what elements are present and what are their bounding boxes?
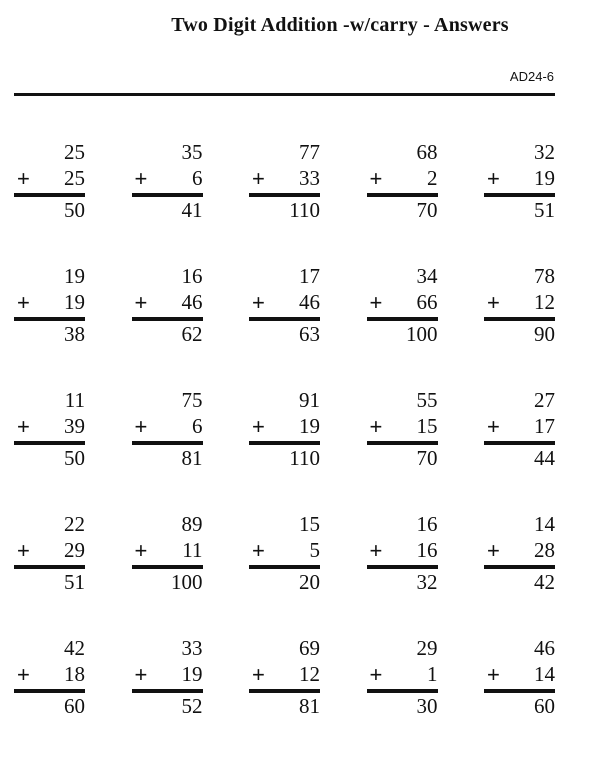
- bottom-addend: 17: [534, 414, 555, 438]
- operator-row: [132, 536, 203, 565]
- plus-sign: +: [369, 290, 383, 315]
- operator-row: [14, 164, 85, 193]
- top-addend: 22: [64, 512, 85, 536]
- addition-problem: [132, 138, 203, 228]
- bottom-addend: 28: [534, 538, 555, 562]
- top-addend: 14: [534, 512, 555, 536]
- bottom-addend: 12: [299, 662, 320, 686]
- addition-problem: [14, 138, 85, 228]
- plus-sign: +: [487, 166, 500, 191]
- plus-sign: +: [487, 662, 500, 687]
- plus-sign: +: [17, 414, 30, 439]
- operator-row: [249, 536, 320, 565]
- operator-row: [132, 660, 203, 689]
- sum-answer: 110: [289, 198, 320, 222]
- top-addend: 35: [181, 140, 203, 164]
- operator-row: [484, 412, 555, 441]
- top-addend: 75: [181, 388, 203, 412]
- bottom-addend: 6: [192, 414, 203, 438]
- bottom-addend: 19: [299, 414, 320, 438]
- top-addend: 19: [64, 264, 85, 288]
- top-addend: 17: [299, 264, 320, 288]
- operator-row: [14, 412, 85, 441]
- sum-answer: 51: [64, 570, 85, 594]
- addition-problem: [367, 138, 438, 228]
- addition-problem: [484, 510, 555, 600]
- plus-sign: +: [487, 290, 500, 315]
- addition-problem: [132, 510, 203, 600]
- bottom-addend: 25: [64, 166, 85, 190]
- header-divider: [14, 93, 555, 96]
- sum-answer: 44: [534, 446, 555, 470]
- top-addend: 15: [299, 512, 320, 536]
- sum-answer: 41: [181, 198, 203, 222]
- top-addend: 46: [534, 636, 555, 660]
- bottom-addend: 46: [299, 290, 320, 314]
- operator-row: [249, 412, 320, 441]
- operator-row: [484, 288, 555, 317]
- addition-problem: [14, 510, 85, 600]
- operator-row: [484, 536, 555, 565]
- addition-problem: [484, 262, 555, 352]
- sum-answer: 110: [289, 446, 320, 470]
- sum-answer: 100: [406, 322, 438, 346]
- plus-sign: +: [134, 538, 148, 563]
- addition-problem: [367, 634, 438, 724]
- addition-problem: [14, 386, 85, 476]
- operator-row: [132, 288, 203, 317]
- bottom-addend: 18: [64, 662, 85, 686]
- bottom-addend: 14: [534, 662, 555, 686]
- plus-sign: +: [134, 166, 148, 191]
- bottom-addend: 15: [416, 414, 438, 438]
- bottom-addend: 19: [64, 290, 85, 314]
- top-addend: 55: [416, 388, 438, 412]
- worksheet-code: AD24-6: [509, 69, 554, 84]
- addition-problem: [367, 510, 438, 600]
- operator-row: [14, 288, 85, 317]
- addition-problem: [249, 510, 320, 600]
- bottom-addend: 1: [427, 662, 438, 686]
- bottom-addend: 39: [64, 414, 85, 438]
- plus-sign: +: [369, 662, 383, 687]
- plus-sign: +: [252, 538, 265, 563]
- top-addend: 89: [181, 512, 203, 536]
- bottom-addend: 19: [181, 662, 203, 686]
- operator-row: [249, 164, 320, 193]
- sum-answer: 62: [181, 322, 203, 346]
- top-addend: 91: [299, 388, 320, 412]
- top-addend: 25: [64, 140, 85, 164]
- bottom-addend: 2: [427, 166, 438, 190]
- bottom-addend: 16: [416, 538, 438, 562]
- addition-problem: [14, 262, 85, 352]
- sum-answer: 32: [416, 570, 438, 594]
- operator-row: [367, 164, 438, 193]
- bottom-addend: 66: [416, 290, 438, 314]
- addition-problem: [249, 262, 320, 352]
- plus-sign: +: [17, 538, 30, 563]
- top-addend: 29: [416, 636, 438, 660]
- operator-row: [132, 164, 203, 193]
- sum-answer: 38: [64, 322, 85, 346]
- bottom-addend: 33: [299, 166, 320, 190]
- top-addend: 68: [416, 140, 438, 164]
- addition-problem: [484, 138, 555, 228]
- plus-sign: +: [17, 166, 30, 191]
- operator-row: [14, 536, 85, 565]
- bottom-addend: 11: [182, 538, 203, 562]
- top-addend: 11: [64, 388, 85, 412]
- sum-answer: 63: [299, 322, 320, 346]
- sum-answer: 81: [299, 694, 320, 718]
- plus-sign: +: [134, 290, 148, 315]
- top-addend: 42: [64, 636, 85, 660]
- addition-problem: [132, 262, 203, 352]
- sum-answer: 100: [171, 570, 203, 594]
- addition-problem: [14, 634, 85, 724]
- operator-row: [367, 412, 438, 441]
- sum-answer: 60: [64, 694, 85, 718]
- operator-row: [249, 288, 320, 317]
- bottom-addend: 19: [534, 166, 555, 190]
- top-addend: 27: [534, 388, 555, 412]
- bottom-addend: 6: [192, 166, 203, 190]
- top-addend: 78: [534, 264, 555, 288]
- addition-problem: [484, 634, 555, 724]
- operator-row: [367, 536, 438, 565]
- addition-problem: [249, 138, 320, 228]
- worksheet-title: Two Digit Addition -w/carry - Answers: [171, 14, 509, 36]
- operator-row: [367, 660, 438, 689]
- plus-sign: +: [134, 662, 148, 687]
- sum-answer: 30: [416, 694, 438, 718]
- plus-sign: +: [252, 166, 265, 191]
- addition-problem: [249, 634, 320, 724]
- operator-row: [367, 288, 438, 317]
- plus-sign: +: [252, 290, 265, 315]
- sum-answer: 42: [534, 570, 555, 594]
- addition-problem: [484, 386, 555, 476]
- operator-row: [484, 660, 555, 689]
- plus-sign: +: [17, 290, 30, 315]
- plus-sign: +: [252, 414, 265, 439]
- top-addend: 33: [181, 636, 203, 660]
- sum-answer: 50: [64, 198, 85, 222]
- plus-sign: +: [487, 538, 500, 563]
- operator-row: [484, 164, 555, 193]
- top-addend: 16: [416, 512, 438, 536]
- sum-answer: 90: [534, 322, 555, 346]
- bottom-addend: 12: [534, 290, 555, 314]
- top-addend: 69: [299, 636, 320, 660]
- addition-problem: [367, 262, 438, 352]
- top-addend: 32: [534, 140, 555, 164]
- sum-answer: 52: [181, 694, 203, 718]
- sum-answer: 51: [534, 198, 555, 222]
- sum-answer: 70: [416, 198, 438, 222]
- addition-problem: [132, 386, 203, 476]
- operator-row: [132, 412, 203, 441]
- plus-sign: +: [487, 414, 500, 439]
- plus-sign: +: [369, 414, 383, 439]
- plus-sign: +: [369, 166, 383, 191]
- bottom-addend: 46: [181, 290, 203, 314]
- plus-sign: +: [369, 538, 383, 563]
- plus-sign: +: [134, 414, 148, 439]
- bottom-addend: 29: [64, 538, 85, 562]
- sum-answer: 60: [534, 694, 555, 718]
- addition-problem: [249, 386, 320, 476]
- bottom-addend: 5: [309, 538, 320, 562]
- top-addend: 34: [416, 264, 438, 288]
- addition-problem: [367, 386, 438, 476]
- sum-answer: 20: [299, 570, 320, 594]
- sum-answer: 81: [181, 446, 203, 470]
- plus-sign: +: [17, 662, 30, 687]
- sum-answer: 50: [64, 446, 85, 470]
- operator-row: [249, 660, 320, 689]
- top-addend: 16: [181, 264, 203, 288]
- plus-sign: +: [252, 662, 265, 687]
- operator-row: [14, 660, 85, 689]
- sum-answer: 70: [416, 446, 438, 470]
- addition-problem: [132, 634, 203, 724]
- problem-grid: [14, 138, 555, 758]
- top-addend: 77: [299, 140, 320, 164]
